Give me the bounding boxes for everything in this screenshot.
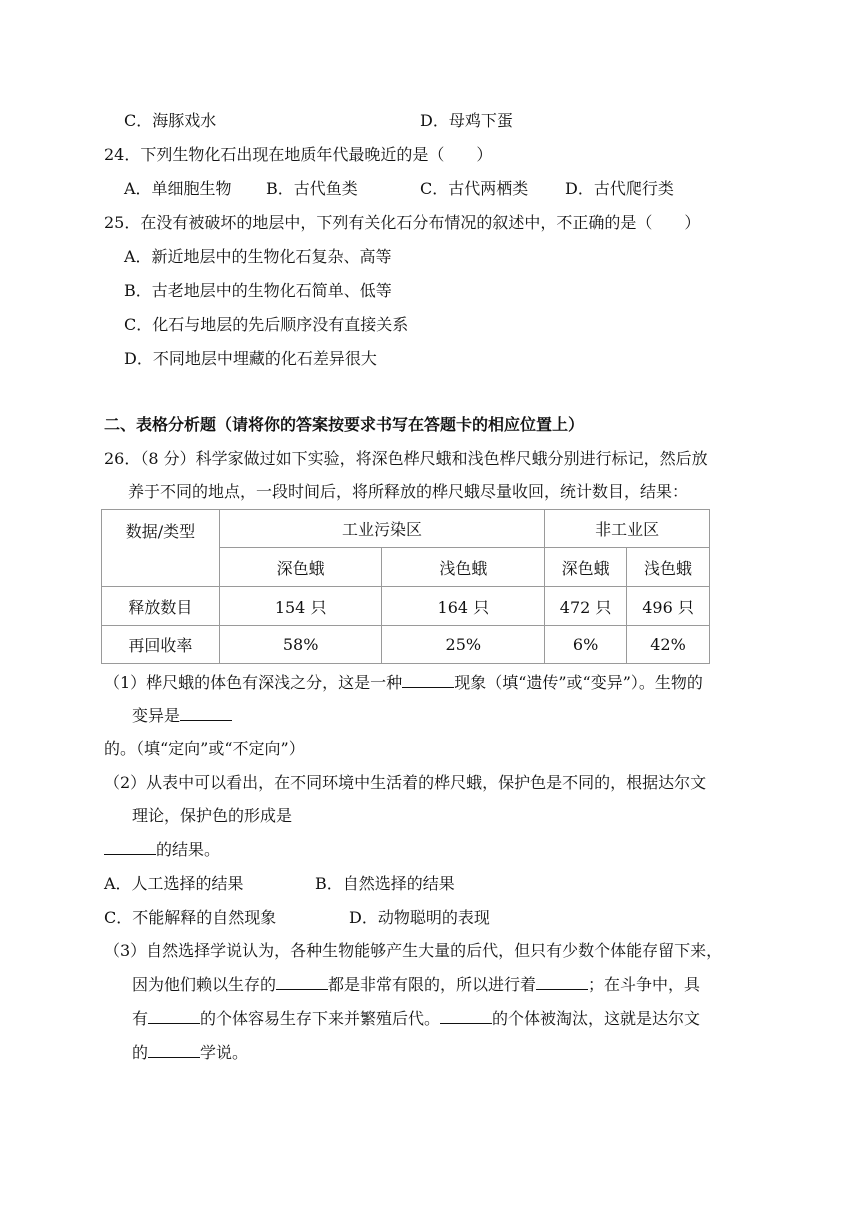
answer-blank[interactable]: [148, 1009, 200, 1024]
q24-option-d: D．古代爬行类: [565, 179, 674, 198]
q26-part2-text: 的结果。: [156, 840, 221, 859]
table-subheader: 深色蛾: [219, 548, 382, 587]
q26-part3-line2: [132, 974, 700, 996]
q25-stem: 25．在没有被破坏的地层中，下列有关化石分布情况的叙述中，不正确的是（ ）: [104, 213, 701, 232]
q26-part3-text: 有: [132, 1009, 149, 1028]
table-cell: 496 只: [627, 587, 710, 626]
q24-option-a: A．单细胞生物: [124, 179, 232, 198]
q26-part1-text: 变异是: [132, 706, 181, 725]
q25-option-b: B．古老地层中的生物化石简单、低等: [124, 281, 392, 300]
table-cell: 6%: [545, 626, 627, 664]
q26-part2-option-c: C．不能解释的自然现象: [104, 908, 277, 927]
answer-blank[interactable]: [276, 975, 328, 990]
answer-blank[interactable]: [180, 706, 232, 721]
q26-part3-text: 学说。: [200, 1043, 249, 1062]
table-cell: 25%: [382, 626, 545, 664]
table-subheader: 深色蛾: [545, 548, 627, 587]
q26-part1-line1: [104, 672, 703, 694]
section-title: 二、表格分析题（请将你的答案按要求书写在答题卡的相应位置上）: [104, 415, 585, 434]
table-corner-header: 数据/类型: [102, 510, 220, 587]
q26-part3-text: ；在斗争中，具: [588, 975, 701, 994]
table-cell: 472 只: [545, 587, 627, 626]
q26-part3-line1: （3）自然选择学说认为，各种生物能够产生大量的后代，但只有少数个体能存留下来，: [104, 941, 723, 960]
table-group-nonindustrial: 非工业区: [545, 510, 710, 548]
table-cell: 164 只: [382, 587, 545, 626]
table-group-industrial: 工业污染区: [219, 510, 544, 548]
answer-blank[interactable]: [536, 975, 588, 990]
table-row: [102, 626, 710, 664]
table-cell: 42%: [627, 626, 710, 664]
q26-part3-text: 都是非常有限的，所以进行着: [328, 975, 537, 994]
table-subheader: 浅色蛾: [382, 548, 545, 587]
q26-part1-text: 现象（填“遗传”或“变异”）。生物的: [454, 673, 703, 692]
q25-option-d: D．不同地层中埋藏的化石差异很大: [124, 349, 377, 368]
row-label: 释放数目: [102, 587, 220, 626]
answer-blank[interactable]: [402, 673, 454, 688]
q26-part2-option-a: A．人工选择的结果: [104, 874, 244, 893]
q26-part3-text: 因为他们赖以生存的: [132, 975, 277, 994]
q26-part2-line1: （2）从表中可以看出，在不同环境中生活着的桦尺蛾，保护色是不同的，根据达尔文: [104, 773, 707, 792]
answer-blank[interactable]: [148, 1043, 200, 1058]
q26-stem-line1: 26．（8 分）科学家做过如下实验，将深色桦尺蛾和浅色桦尺蛾分别进行标记，然后放: [104, 449, 708, 468]
q24-option-b: B．古代鱼类: [266, 179, 358, 198]
q25-option-c: C．化石与地层的先后顺序没有直接关系: [124, 315, 409, 334]
q24-stem: 24．下列生物化石出现在地质年代最晚近的是（ ）: [104, 145, 493, 164]
q26-part3-text: 的个体被淘汰，这就是达尔文: [492, 1009, 701, 1028]
table-subheader: 浅色蛾: [627, 548, 710, 587]
table-cell: 154 只: [219, 587, 382, 626]
table-row: [102, 587, 710, 626]
q26-stem-line2: 养于不同的地点，一段时间后，将所释放的桦尺蛾尽量收回，统计数目，结果：: [128, 482, 689, 501]
answer-blank[interactable]: [104, 840, 156, 855]
answer-blank[interactable]: [440, 1009, 492, 1024]
q25-option-a: A．新近地层中的生物化石复杂、高等: [124, 247, 392, 266]
results-table: [101, 509, 710, 664]
row-label: 再回收率: [102, 626, 220, 664]
q24-option-c: C．古代两栖类: [420, 179, 529, 198]
q26-part3-text: 的个体容易生存下来并繁殖后代。: [200, 1009, 441, 1028]
q26-part3-line3: [132, 1008, 700, 1030]
q26-part1-line2: [132, 705, 232, 727]
q26-part2-option-d: D．动物聪明的表现: [349, 908, 490, 927]
q26-part3-text: 的: [132, 1043, 149, 1062]
q26-part3-line4: [132, 1042, 248, 1064]
q23-option-c: C．海豚戏水: [124, 111, 217, 130]
table-cell: 58%: [219, 626, 382, 664]
q26-part2-option-b: B．自然选择的结果: [315, 874, 455, 893]
q26-part2-line3: [104, 839, 220, 861]
q26-part2-line2: 理论，保护色的形成是: [132, 806, 293, 825]
q26-part1-line3: 的。（填“定向”或“不定向”）: [104, 739, 305, 758]
q23-option-d: D．母鸡下蛋: [420, 111, 513, 130]
q26-part1-text: （1）桦尺蛾的体色有深浅之分，这是一种: [104, 673, 403, 692]
